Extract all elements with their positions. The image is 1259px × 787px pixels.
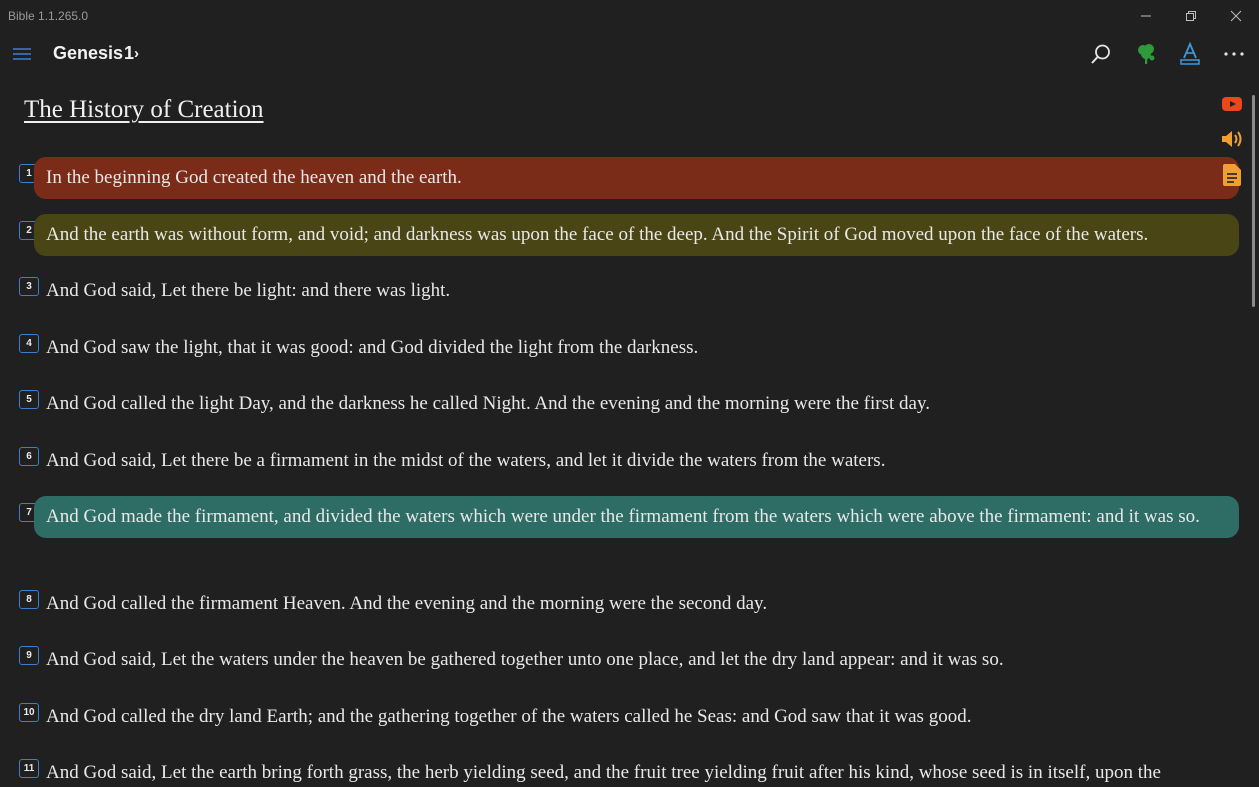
verse-number[interactable]: 8 bbox=[19, 590, 39, 609]
verse-text[interactable]: And God made the firmament, and divided the waters which were under the firmament from the waters which were above the firmament: and it was so. bbox=[34, 496, 1239, 538]
verse-number[interactable]: 7 bbox=[19, 503, 39, 522]
scrollbar-thumb[interactable] bbox=[1252, 95, 1255, 307]
close-icon bbox=[1230, 10, 1242, 22]
more-button[interactable] bbox=[1220, 40, 1248, 68]
minimize-button[interactable] bbox=[1123, 0, 1169, 32]
verse-number[interactable]: 3 bbox=[19, 277, 39, 296]
verse-text[interactable]: And the earth was without form, and void; and darkness was upon the face of the deep. And the Spirit of God moved upon the face of the waters. bbox=[34, 214, 1239, 256]
app-header bbox=[0, 32, 1259, 76]
verse-number[interactable]: 2 bbox=[19, 221, 39, 240]
restore-button[interactable] bbox=[1168, 0, 1214, 32]
verse-text[interactable]: And God said, Let there be light: and there was light. bbox=[46, 280, 451, 301]
verse-text[interactable]: In the beginning God created the heaven and the earth. bbox=[34, 157, 1239, 199]
chapter-content[interactable] bbox=[0, 76, 1250, 787]
more-icon bbox=[1223, 51, 1245, 57]
hamburger-icon bbox=[13, 47, 31, 61]
note-icon bbox=[1222, 163, 1242, 187]
verse-number[interactable]: 11 bbox=[19, 759, 39, 778]
minimize-icon bbox=[1140, 10, 1152, 22]
verse-text[interactable]: And God saw the light, that it was good: and God divided the light from the darkness. bbox=[46, 337, 699, 358]
tree-icon bbox=[1134, 42, 1158, 66]
verse-number[interactable]: 4 bbox=[19, 334, 39, 353]
verse-number[interactable]: 10 bbox=[19, 703, 39, 722]
search-button[interactable] bbox=[1087, 40, 1115, 68]
search-icon bbox=[1090, 43, 1112, 65]
verse-text[interactable]: And God called the light Day, and the darkness he called Night. And the evening and the morning were the first day. bbox=[46, 393, 930, 414]
verse-text[interactable]: And God said, Let there be a firmament in the midst of the waters, and let it divide the waters from the waters. bbox=[46, 450, 886, 471]
section-title: The History of Creation bbox=[24, 96, 264, 123]
chevron-right-icon[interactable]: › bbox=[134, 45, 139, 62]
close-button[interactable] bbox=[1213, 0, 1259, 32]
font-icon bbox=[1179, 42, 1201, 66]
verse-number[interactable]: 6 bbox=[19, 447, 39, 466]
title-bar bbox=[0, 0, 1259, 32]
tree-button[interactable] bbox=[1132, 40, 1160, 68]
verse-text[interactable]: And God said, Let the waters under the heaven be gathered together unto one place, and let the dry land appear: and it was so. bbox=[46, 649, 1004, 670]
youtube-icon bbox=[1221, 96, 1243, 112]
chapter-selector[interactable]: 1 bbox=[124, 43, 135, 63]
notes-button[interactable] bbox=[1219, 162, 1245, 188]
menu-button[interactable] bbox=[10, 42, 34, 66]
app-title: Bible 1.1.265.0 bbox=[8, 9, 89, 23]
book-selector[interactable]: Genesis bbox=[53, 43, 124, 63]
verse-text[interactable]: And God said, Let the earth bring forth grass, the herb yielding seed, and the fruit tree yielding fruit after his kind, whose seed is in itself, upon the bbox=[46, 762, 1161, 783]
verse-number[interactable]: 1 bbox=[19, 164, 39, 183]
verse-number[interactable]: 9 bbox=[19, 646, 39, 665]
verse-text[interactable]: And God called the firmament Heaven. And the evening and the morning were the second day. bbox=[46, 593, 768, 614]
youtube-button[interactable] bbox=[1219, 91, 1245, 117]
speaker-icon bbox=[1220, 128, 1244, 150]
audio-button[interactable] bbox=[1219, 126, 1245, 152]
restore-icon bbox=[1185, 10, 1197, 22]
verse-text[interactable]: And God called the dry land Earth; and the gathering together of the waters called he Seas: and God saw that it was good. bbox=[46, 706, 972, 727]
verse-number[interactable]: 5 bbox=[19, 390, 39, 409]
font-settings-button[interactable] bbox=[1176, 40, 1204, 68]
